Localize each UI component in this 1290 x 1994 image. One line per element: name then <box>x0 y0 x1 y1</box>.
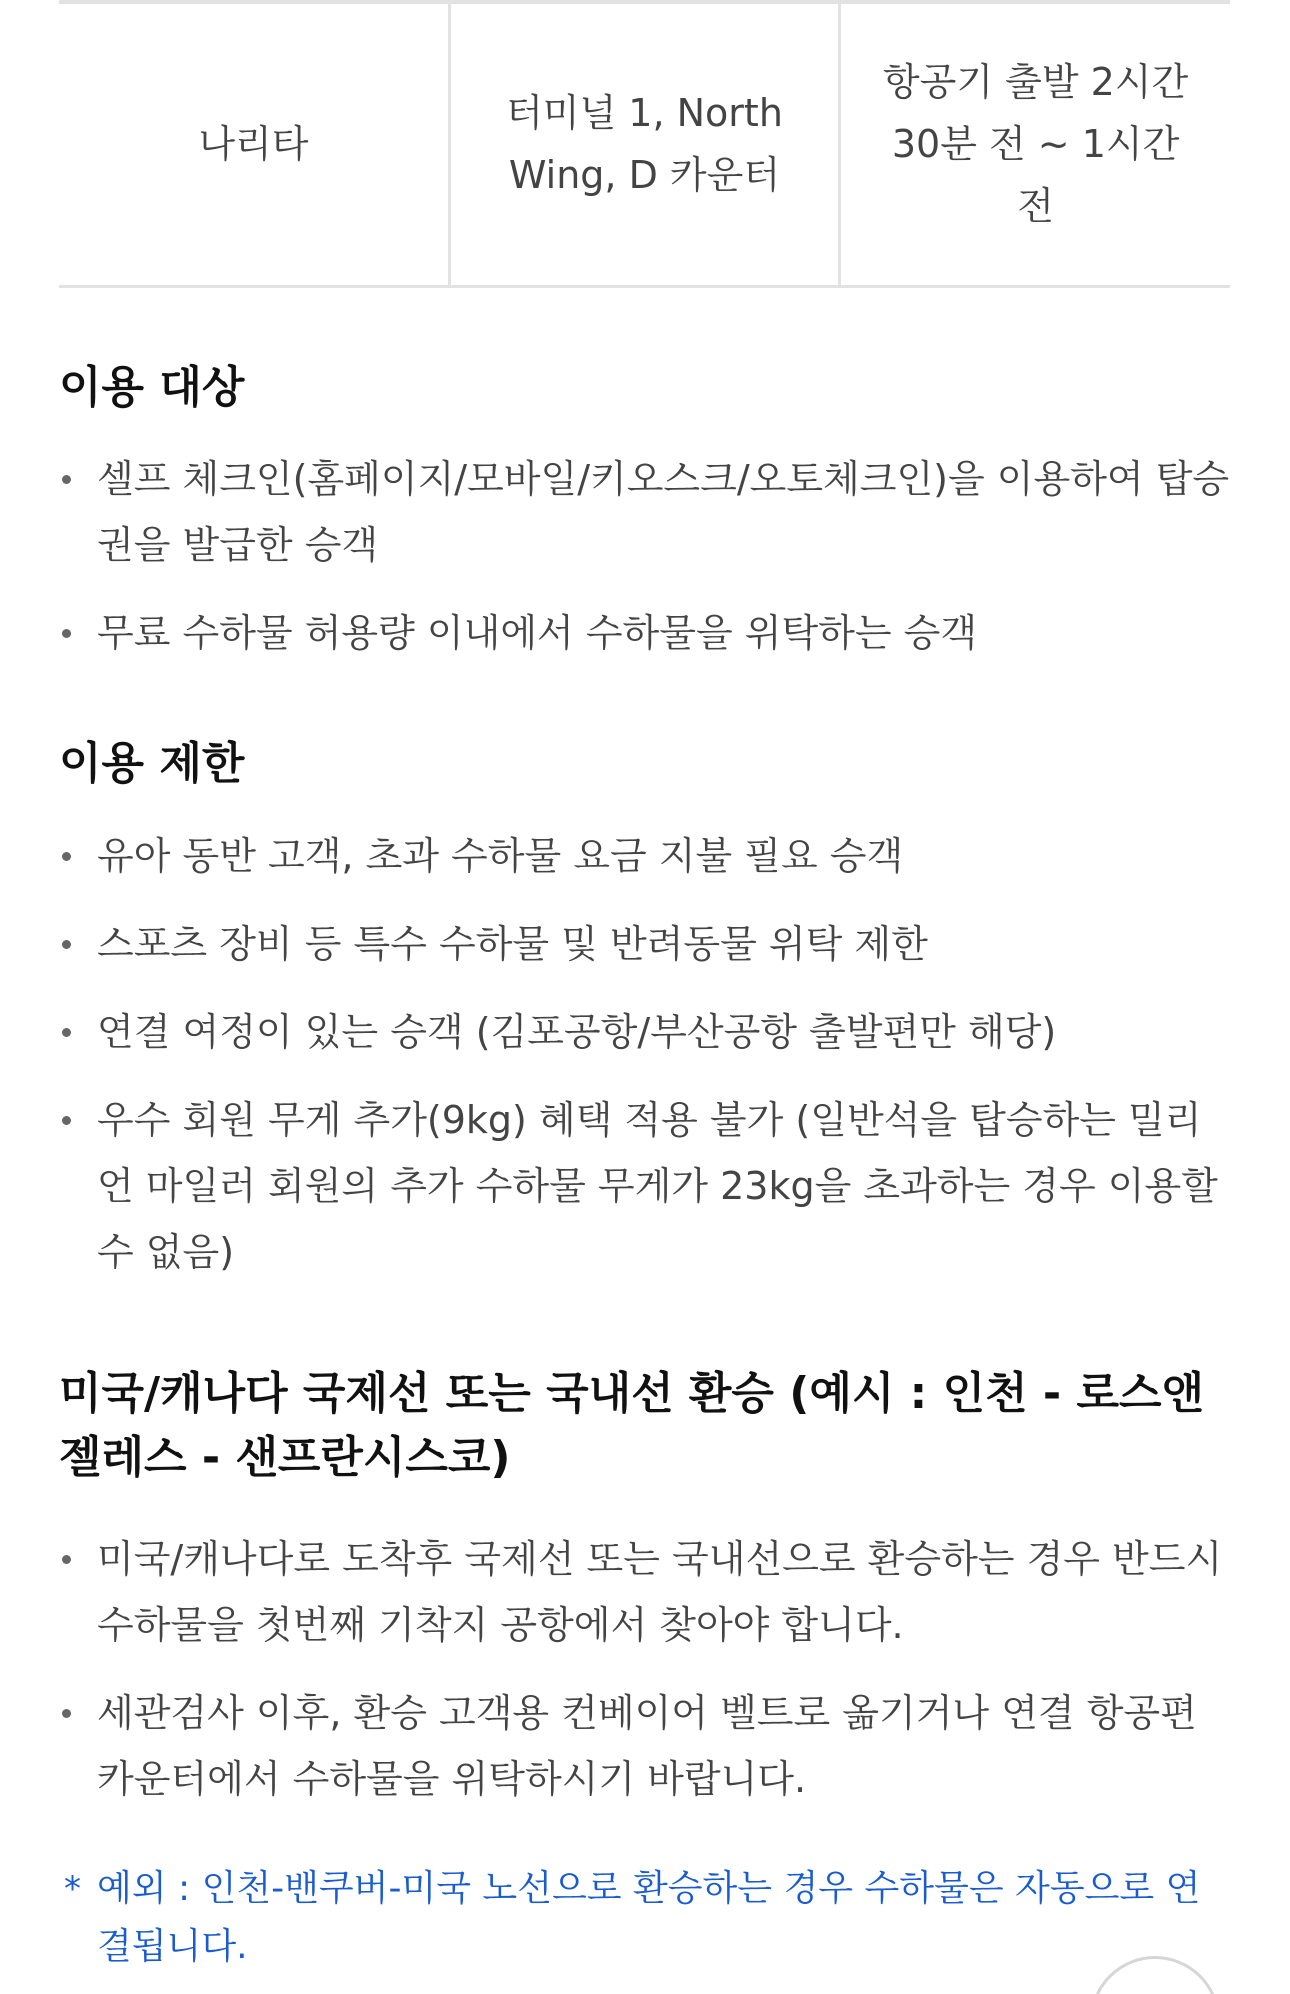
table-cell-airport: 나리타 <box>59 2 449 286</box>
bullet-dot-icon <box>62 1555 71 1564</box>
bullet-dot-icon <box>62 475 71 484</box>
list-item <box>59 600 1230 666</box>
section-title-transfer: 미국/캐나다 국제선 또는 국내선 환승 (예시 : 인천 - 로스앤젤레스 - 샌프란시스코) <box>59 1368 1204 1483</box>
restrictions-list <box>59 823 1230 1307</box>
bullet-dot-icon <box>62 1028 71 1037</box>
eligibility-list <box>59 446 1230 688</box>
list-item <box>59 823 1230 889</box>
asterisk-icon: * <box>64 1869 81 1909</box>
list-item-text: 스포츠 장비 등 특수 수하물 및 반려동물 위탁 제한 <box>97 922 928 966</box>
transfer-list <box>59 1526 1230 1834</box>
list-item <box>59 1526 1230 1658</box>
list-item-text: 미국/캐나다로 도착후 국제선 또는 국내선으로 환승하는 경우 반드시 수하물을 첫번째 기착지 공항에서 찾아야 합니다. <box>97 1537 1223 1647</box>
list-item <box>59 1680 1230 1812</box>
bullet-dot-icon <box>62 940 71 949</box>
bullet-dot-icon <box>62 1709 71 1718</box>
list-item <box>59 1087 1230 1285</box>
list-item-text: 무료 수하물 허용량 이내에서 수하물을 위탁하는 승객 <box>97 611 978 655</box>
list-item-text: 셀프 체크인(홈페이지/모바일/키오스크/오토체크인)을 이용하여 탑승권을 발급한 승객 <box>97 457 1230 567</box>
list-item-text: 연결 여정이 있는 승객 (김포공항/부산공항 출발편만 해당) <box>97 1010 1057 1054</box>
exception-note-text: 예외 : 인천-밴쿠버-미국 노선으로 환승하는 경우 수하물은 자동으로 연결됩니다. <box>97 1868 1201 1967</box>
table-cell-hours: 항공기 출발 2시간 30분 전 ~ 1시간 전 <box>840 2 1230 286</box>
bullet-dot-icon <box>62 629 71 638</box>
section-title-restrictions: 이용 제한 <box>59 738 245 789</box>
list-item <box>59 446 1230 578</box>
exception-note <box>59 1860 1230 1976</box>
section-title-eligibility: 이용 대상 <box>59 362 245 413</box>
list-item-text: 세관검사 이후, 환승 고객용 컨베이어 벨트로 옮기거나 연결 항공편 카운터에서 수하물을 위탁하시기 바랍니다. <box>97 1691 1197 1801</box>
list-item-text: 우수 회원 무게 추가(9kg) 혜택 적용 불가 (일반석을 탑승하는 밀리언 마일러 회원의 추가 수하물 무게가 23kg을 초과하는 경우 이용할 수 없음) <box>97 1098 1218 1274</box>
table-row <box>59 2 1230 286</box>
list-item-text: 유아 동반 고객, 초과 수하물 요금 지불 필요 승객 <box>97 834 904 878</box>
bullet-dot-icon <box>62 1116 71 1125</box>
list-item <box>59 911 1230 977</box>
list-item <box>59 999 1230 1065</box>
counter-table <box>59 0 1230 288</box>
bullet-dot-icon <box>62 852 71 861</box>
table-cell-location: 터미널 1, North Wing, D 카운터 <box>449 2 839 286</box>
counter-table-grid <box>59 0 1230 288</box>
